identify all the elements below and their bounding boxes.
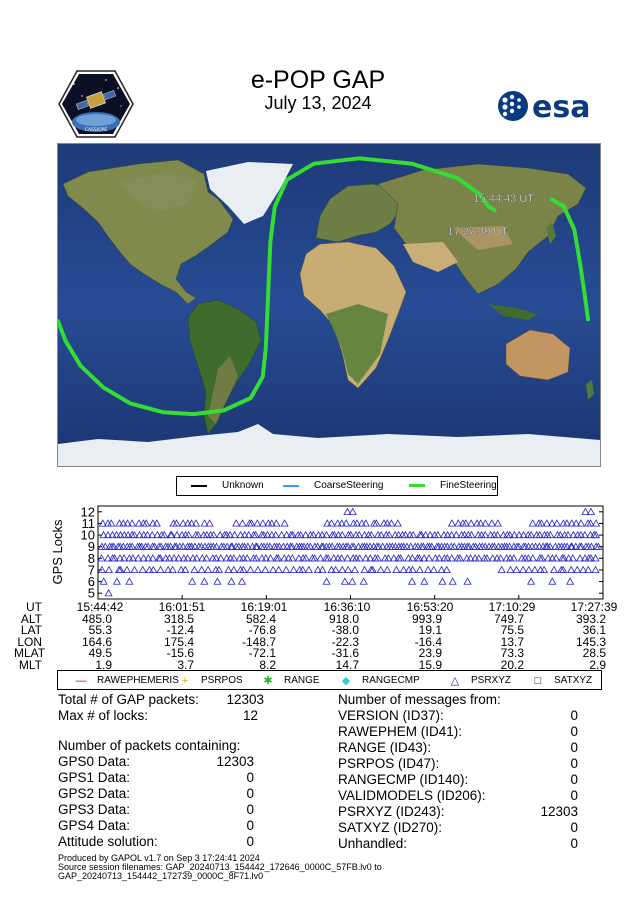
- psrxyz-point: [273, 520, 280, 526]
- legend-unknown-label: Unknown: [222, 480, 264, 491]
- message-type-legend: [57, 670, 602, 690]
- psrxyz-point: [281, 520, 288, 526]
- packet-count-label: GPS0 Data:: [58, 754, 131, 769]
- orbit-cell: 918.0: [328, 611, 359, 626]
- legend-unknown: [191, 480, 264, 491]
- orbit-row-label: MLAT: [14, 646, 46, 660]
- message-count-value: 0: [570, 836, 578, 851]
- psrxyz-point: [513, 567, 520, 573]
- psrxyz-point: [349, 578, 356, 584]
- orbit-cell: 36.1: [582, 623, 606, 637]
- orbit-cell: 8.2: [259, 657, 276, 672]
- orbit-row-label: MLT: [18, 657, 42, 672]
- psrxyz-point: [283, 567, 290, 573]
- psrxyz-point: [553, 520, 560, 526]
- orbit-cell: 14.7: [335, 657, 359, 672]
- psrxyz-point: [541, 567, 548, 573]
- svg-text:CASSIOPE: CASSIOPE: [84, 128, 108, 133]
- psrxyz-point: [139, 567, 146, 573]
- page-title: e-POP GAP: [250, 66, 386, 94]
- orbit-cell: 16:53:20: [406, 600, 454, 614]
- orbit-cell: 15:44:42: [76, 600, 124, 614]
- orbit-cell: -148.7: [241, 634, 276, 649]
- psrxyz-point: [345, 532, 352, 538]
- psrxyz-point: [202, 543, 209, 549]
- message-count-label: VERSION (ID37):: [338, 708, 444, 723]
- psrxyz-point: [351, 567, 358, 573]
- message-count-label: RANGECMP (ID140):: [338, 772, 469, 787]
- orbit-row-mlt: [14, 659, 626, 671]
- orbit-cell: 19.1: [418, 623, 442, 637]
- psrxyz-point: [416, 567, 423, 573]
- psrxyz-point: [497, 555, 504, 561]
- map-time-label: 15:44:43 UT: [473, 193, 534, 205]
- message-count-label: PSRPOS (ID47):: [338, 756, 440, 771]
- psrxyz-point: [503, 555, 510, 561]
- orbit-cell: 3.7: [177, 657, 194, 672]
- psrxyz-point: [528, 578, 535, 584]
- psrxyz-point: [205, 567, 212, 573]
- footer-source-line1: Source session filenames: GAP_20240713_154442_172646_0000C_57FB.lv0 to: [58, 862, 382, 872]
- psrxyz-point: [306, 567, 313, 573]
- packets-heading: Number of packets containing:: [58, 738, 241, 753]
- psrxyz-point: [336, 543, 343, 549]
- packet-count-value: 12303: [216, 754, 254, 769]
- footer-produced-by: Produced by GAPOL v1.7 on Sep 3 17:24:41 2024: [58, 853, 260, 863]
- psrxyz-point: [495, 520, 502, 526]
- orbit-cell: -76.8: [248, 623, 276, 637]
- legend-label: PSRPOS: [201, 675, 243, 686]
- message-count-value: 0: [570, 740, 578, 755]
- message-count-value: 12303: [540, 804, 578, 819]
- legend-unknown-swatch: [191, 485, 207, 487]
- satxyz-marker-icon: □: [534, 674, 542, 687]
- psrxyz-point: [494, 532, 501, 538]
- psrxyz-point: [267, 555, 274, 561]
- cassiope-mission-logo-icon: [58, 70, 134, 138]
- orbit-cell: 23.9: [418, 646, 442, 660]
- psrxyz-point: [475, 532, 482, 538]
- psrxyz-point: [531, 567, 538, 573]
- psrxyz-point: [409, 578, 416, 584]
- orbit-cell: -22.3: [331, 634, 359, 649]
- gps-ytick-label: 12: [80, 504, 95, 520]
- packet-count-label: Attitude solution:: [58, 834, 158, 849]
- psrxyz-point: [409, 567, 416, 573]
- psrxyz-point: [236, 555, 243, 561]
- psrxyz-point: [520, 567, 527, 573]
- psrxyz-point: [574, 567, 581, 573]
- psrxyz-point: [105, 555, 112, 561]
- psrxyz-point: [339, 532, 346, 538]
- psrxyz-point: [157, 567, 164, 573]
- gps-locks-ylabel: GPS Locks: [50, 519, 65, 585]
- packet-count-value: 0: [246, 770, 254, 785]
- psrxyz-point: [592, 567, 599, 573]
- psrxyz-point: [217, 555, 224, 561]
- packet-count-label: GPS2 Data:: [58, 786, 131, 801]
- legend-range: [261, 675, 320, 686]
- psrxyz-point: [339, 567, 346, 573]
- legend-label: RAWEPHEMERIS: [97, 675, 179, 686]
- page-date: July 13, 2024: [264, 93, 372, 113]
- max-locks-value: 12: [242, 708, 258, 723]
- orbit-cell: -16.4: [414, 634, 442, 649]
- orbit-cell: 20.2: [500, 657, 524, 672]
- range-marker-icon: ✱: [263, 674, 273, 687]
- psrxyz-marker-icon: △: [450, 674, 460, 687]
- psrxyz-point: [537, 567, 544, 573]
- legend-fine-swatch: [409, 484, 425, 487]
- total-packets-label: Total # of GAP packets:: [58, 692, 199, 707]
- psrxyz-point: [113, 578, 120, 584]
- world-map: [57, 143, 601, 467]
- psrxyz-point: [262, 567, 269, 573]
- psrxyz-point: [464, 578, 471, 584]
- psrxyz-point: [449, 520, 456, 526]
- psrxyz-point: [338, 555, 345, 561]
- psrxyz-point: [361, 567, 368, 573]
- psrpos-marker-icon: +: [181, 674, 189, 687]
- psrxyz-point: [230, 555, 237, 561]
- legend-label: RANGE: [284, 675, 320, 686]
- footer-source-line2: GAP_20240713_154442_172739_0000C_8F71.lv0: [58, 871, 264, 881]
- psrxyz-point: [220, 543, 227, 549]
- psrxyz-point: [529, 520, 536, 526]
- legend-coarse-swatch: [283, 485, 299, 487]
- gps-locks-chart: [14, 500, 622, 604]
- psrxyz-point: [126, 578, 133, 584]
- psrxyz-point: [345, 567, 352, 573]
- psrxyz-point: [166, 555, 173, 561]
- gps-ytick-label: 6: [87, 574, 95, 590]
- psrxyz-point: [247, 567, 254, 573]
- gps-ytick-label: 7: [87, 562, 95, 578]
- packet-count-label: GPS4 Data:: [58, 818, 131, 833]
- orbit-cell: -31.6: [331, 646, 359, 660]
- psrxyz-point: [131, 567, 138, 573]
- psrxyz-point: [239, 520, 246, 526]
- orbit-cell: 993.9: [411, 611, 442, 626]
- orbit-cell: 49.5: [88, 646, 112, 660]
- psrxyz-point: [191, 567, 198, 573]
- orbit-cell: 164.6: [81, 634, 112, 649]
- legend-coarse-label: CoarseSteering: [314, 480, 384, 491]
- orbit-cell: 16:19:01: [240, 600, 288, 614]
- psrxyz-point: [198, 567, 205, 573]
- legend-satxyz: [531, 675, 592, 686]
- orbit-cell: -15.6: [166, 646, 194, 660]
- psrxyz-point: [233, 520, 240, 526]
- psrxyz-point: [525, 567, 532, 573]
- psrxyz-point: [592, 555, 599, 561]
- psrxyz-point: [268, 520, 275, 526]
- psrxyz-point: [384, 567, 391, 573]
- psrxyz-point: [239, 578, 246, 584]
- psrxyz-point: [255, 567, 262, 573]
- psrxyz-point: [567, 578, 574, 584]
- psrxyz-point: [551, 567, 558, 573]
- orbit-row-label: ALT: [20, 611, 42, 626]
- psrxyz-point: [439, 578, 446, 584]
- messages-heading: Number of messages from:: [338, 692, 501, 707]
- psrxyz-point: [455, 520, 462, 526]
- total-packets-value: 12303: [226, 692, 264, 707]
- orbit-cell: 749.7: [493, 611, 524, 626]
- orbit-cell: 17:10:29: [488, 600, 536, 614]
- psrxyz-point: [171, 555, 178, 561]
- orbit-cell: 73.3: [500, 646, 524, 660]
- legend-fine-label: FineSteering: [440, 480, 497, 491]
- packet-count-value: 0: [246, 786, 254, 801]
- legend-label: SATXYZ: [554, 675, 593, 686]
- svg-text:esa: esa: [532, 90, 591, 125]
- packet-count-value: 0: [246, 834, 254, 849]
- orbit-row-label: UT: [26, 600, 42, 614]
- orbit-cell: 15.9: [418, 657, 442, 672]
- legend-rangecmp: [339, 675, 420, 686]
- max-locks-label: Max # of locks:: [58, 708, 149, 723]
- orbit-row-label: LAT: [20, 623, 42, 637]
- legend-fine-steering: [409, 480, 497, 491]
- psrxyz-point: [189, 578, 196, 584]
- packet-count-value: 0: [246, 802, 254, 817]
- psrxyz-point: [290, 567, 297, 573]
- psrxyz-point: [394, 520, 401, 526]
- psrxyz-point: [488, 520, 495, 526]
- message-count-label: RAWEPHEM (ID41):: [338, 724, 463, 739]
- orbit-cell: 582.4: [245, 611, 276, 626]
- psrxyz-point: [214, 578, 221, 584]
- packet-count-value: 0: [246, 818, 254, 833]
- psrxyz-point: [549, 578, 556, 584]
- esa-logo-icon: [494, 86, 598, 126]
- gps-ytick-label: 11: [81, 515, 95, 531]
- gps-ytick-label: 8: [87, 550, 95, 566]
- legend-psrxyz: [448, 675, 511, 686]
- map-time-label: 17:27:39 UT: [447, 226, 508, 238]
- legend-rawephemeris: [74, 675, 179, 686]
- rangecmp-marker-icon: ◆: [341, 674, 351, 687]
- psrxyz-point: [377, 567, 384, 573]
- message-count-label: SATXYZ (ID270):: [338, 820, 443, 835]
- orbit-cell: -12.4: [166, 623, 194, 637]
- steering-legend: [176, 476, 498, 496]
- psrxyz-point: [507, 567, 514, 573]
- legend-coarse-steering: [283, 480, 383, 491]
- psrxyz-point: [427, 532, 434, 538]
- orbit-cell: 318.5: [163, 611, 194, 626]
- gps-ytick-label: 9: [87, 539, 95, 555]
- psrxyz-point: [392, 532, 399, 538]
- psrxyz-point: [124, 567, 131, 573]
- psrxyz-point: [231, 532, 238, 538]
- orbit-cell: 145.3: [575, 634, 606, 649]
- message-count-value: 0: [570, 820, 578, 835]
- orbit-row-label: LON: [17, 634, 42, 649]
- message-count-label: Unhandled:: [338, 836, 408, 851]
- psrxyz-point: [449, 578, 456, 584]
- message-count-value: 0: [570, 788, 578, 803]
- psrxyz-point: [106, 567, 113, 573]
- legend-label: RANGECMP: [362, 675, 420, 686]
- gps-ytick-label: 10: [80, 527, 95, 543]
- orbit-cell: 485.0: [81, 611, 112, 626]
- psrxyz-point: [341, 578, 348, 584]
- orbit-cell: 55.3: [88, 623, 112, 637]
- gps-locks-svg: [14, 500, 622, 604]
- psrxyz-point: [228, 578, 235, 584]
- orbit-cell: -72.1: [248, 646, 276, 660]
- message-count-label: VALIDMODELS (ID206):: [338, 788, 486, 803]
- packet-count-label: GPS1 Data:: [58, 770, 131, 785]
- packet-count-label: GPS3 Data:: [58, 802, 131, 817]
- orbit-cell: 16:36:10: [323, 600, 371, 614]
- orbit-cell: 175.4: [163, 634, 194, 649]
- message-count-value: 0: [570, 724, 578, 739]
- psrxyz-point: [478, 532, 485, 538]
- psrxyz-point: [474, 520, 481, 526]
- psrxyz-point: [323, 578, 330, 584]
- message-count-label: PSRXYZ (ID243):: [338, 804, 445, 819]
- message-count-value: 0: [570, 756, 578, 771]
- orbit-cell: -38.0: [331, 623, 359, 637]
- world-map-svg: [58, 144, 600, 466]
- orbit-cell: 75.5: [500, 623, 524, 637]
- psrxyz-point: [360, 578, 367, 584]
- orbit-cell: 1.9: [95, 657, 112, 672]
- legend-label: PSRXYZ: [471, 675, 512, 686]
- legend-psrpos: [178, 675, 243, 686]
- psrxyz-point: [356, 555, 363, 561]
- psrxyz-point: [560, 520, 567, 526]
- orbit-cell: 16:01:51: [158, 600, 206, 614]
- psrxyz-point: [180, 520, 187, 526]
- message-count-value: 0: [570, 772, 578, 787]
- psrxyz-point: [491, 532, 498, 538]
- psrxyz-point: [201, 578, 208, 584]
- message-count-label: RANGE (ID43):: [338, 740, 432, 755]
- psrxyz-point: [568, 567, 575, 573]
- psrxyz-point: [393, 567, 400, 573]
- gps-ytick-label: 5: [87, 585, 95, 601]
- psrxyz-point: [498, 567, 505, 573]
- psrxyz-point: [192, 532, 199, 538]
- orbit-cell: 28.5: [582, 646, 606, 660]
- rawephemeris-marker-icon: —: [75, 674, 87, 687]
- orbit-cell: 13.7: [500, 634, 524, 649]
- orbit-cell: 393.2: [575, 611, 606, 626]
- message-count-value: 0: [570, 708, 578, 723]
- orbit-cell: 17:27:39: [570, 600, 618, 614]
- psrxyz-point: [421, 578, 428, 584]
- orbit-cell: 2.9: [589, 657, 606, 672]
- psrxyz-point: [105, 590, 112, 596]
